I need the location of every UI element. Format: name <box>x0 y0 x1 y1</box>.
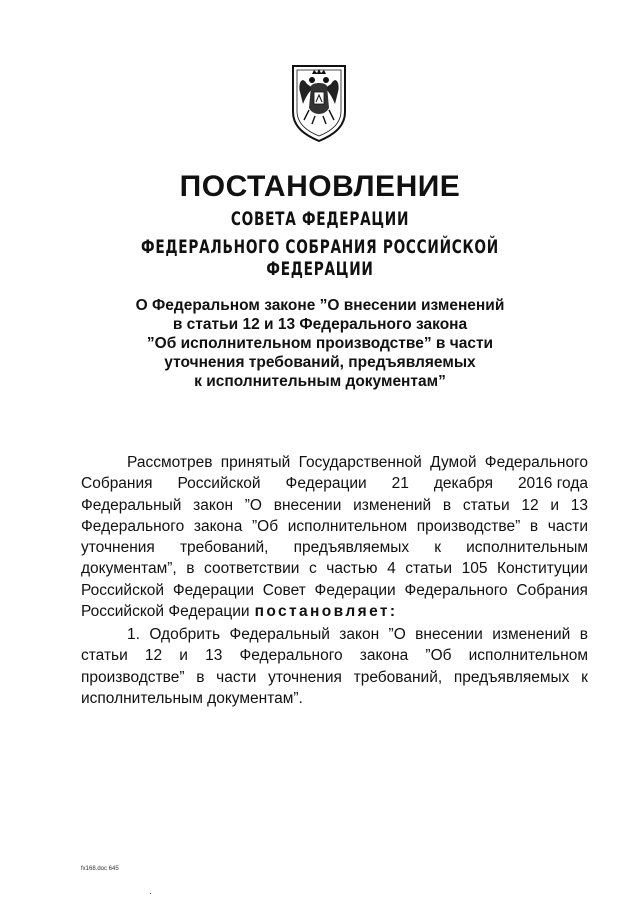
word: 1. <box>127 626 140 643</box>
word: Рассмотрев <box>127 454 213 471</box>
subject-line: уточнения требований, предъявляемых <box>164 354 476 371</box>
word: в <box>579 626 588 643</box>
word: части <box>547 517 588 535</box>
word: закон <box>193 496 234 514</box>
word: части <box>216 668 257 686</box>
word: в <box>196 668 205 686</box>
word: внесении <box>273 496 342 514</box>
word: 13 <box>570 496 588 514</box>
word: к <box>581 668 588 686</box>
item-1-paragraph <box>81 624 588 709</box>
text-fragment: Российской Федерации <box>81 603 250 621</box>
issuing-body-line2: ФЕДЕРАЛЬНОГО СОБРАНИЯ РОССИЙСКОЙ ФЕДЕРАЦИИ <box>141 236 499 280</box>
justified-line <box>81 473 588 494</box>
word: к <box>434 539 442 557</box>
word: закона <box>359 647 409 665</box>
word: 21 <box>391 475 409 493</box>
word: Федерального <box>239 647 343 665</box>
justified-line <box>81 495 588 516</box>
justified-line <box>81 667 588 688</box>
final-line <box>81 688 588 709</box>
word: исполнительным <box>466 539 588 557</box>
subject-line: в статьи 12 и 13 Федерального закона <box>172 316 468 333</box>
word: уточнения <box>81 539 155 557</box>
word: изменений <box>492 626 571 643</box>
word: документам”, <box>81 560 177 578</box>
word: статьи <box>405 560 453 578</box>
word: исполнительном <box>468 647 588 665</box>
word: Конституции <box>497 560 588 578</box>
subject-line: О Федеральном законе ”О внесении изменений <box>135 297 505 314</box>
word: закона <box>193 517 243 535</box>
word: требований, <box>353 668 443 686</box>
word: предъявляемых <box>293 539 410 557</box>
word: 12 <box>521 496 539 514</box>
word: внесении <box>415 626 483 643</box>
word: Федерации <box>314 581 396 599</box>
preamble-paragraph <box>81 452 588 622</box>
word: частью <box>326 560 378 578</box>
word: Федерального <box>404 581 508 599</box>
word: ”Об <box>425 647 452 665</box>
word: Федерального <box>484 454 588 471</box>
word: Федерации <box>172 581 254 599</box>
word: в <box>186 560 195 578</box>
justified-line <box>81 516 588 537</box>
word: с <box>309 560 317 578</box>
word: декабря <box>433 475 493 493</box>
resolves-word: постановляет: <box>254 603 398 621</box>
word: Российской <box>81 581 165 599</box>
justified-line <box>81 452 588 473</box>
word: в <box>442 496 452 514</box>
word: изменений <box>353 496 432 514</box>
word: 12 <box>144 647 163 665</box>
word: ”Об <box>252 517 279 535</box>
word: производстве” <box>416 517 521 535</box>
justified-line <box>81 558 588 579</box>
word: Совет <box>262 581 306 599</box>
scan-speck <box>150 893 151 894</box>
issuing-body-line1: СОВЕТА ФЕДЕРАЦИИ <box>230 208 410 230</box>
russian-coat-of-arms-icon <box>287 60 351 144</box>
word: Собрания <box>81 475 153 493</box>
word: Федерального <box>81 517 185 535</box>
word: 4 <box>387 560 396 578</box>
word: Думой <box>430 454 477 471</box>
word: 2016 года <box>517 475 588 493</box>
word: и <box>550 496 560 514</box>
justified-line <box>81 537 588 558</box>
word: исполнительном <box>287 517 408 535</box>
word: ”О <box>244 496 262 514</box>
word: Федеральный <box>229 626 330 643</box>
word: 105 <box>461 560 488 578</box>
word: ”О <box>388 626 406 643</box>
word: Собрания <box>516 581 588 599</box>
file-code: fx168.doc 645 <box>81 866 119 872</box>
document-subject <box>0 296 640 391</box>
subject-line: к исполнительным документам” <box>194 373 446 390</box>
word: 13 <box>205 647 223 665</box>
word: производстве” <box>81 668 185 686</box>
word: уточнения <box>268 668 342 686</box>
justified-line <box>81 580 588 601</box>
word: статьи <box>462 496 510 514</box>
word: принятый <box>220 454 291 471</box>
word: в <box>529 517 539 535</box>
subject-line: ”Об исполнительном производстве” в части <box>146 335 494 352</box>
word: Российской <box>177 475 261 493</box>
word: Государственной <box>298 454 422 471</box>
justified-line <box>81 645 588 666</box>
final-line <box>81 601 588 622</box>
word: закон <box>339 626 380 643</box>
justified-line <box>81 624 588 645</box>
word: предъявляемых <box>453 668 570 686</box>
word: и <box>179 647 188 665</box>
document-title: ПОСТАНОВЛЕНИЕ <box>179 170 461 203</box>
word: Одобрить <box>149 626 221 643</box>
word: требований, <box>179 539 269 557</box>
word: соответствии <box>204 560 300 578</box>
word: статьи <box>81 647 128 665</box>
text-fragment: исполнительным документам”. <box>81 689 303 707</box>
word: Федерации <box>285 475 367 493</box>
word: Федеральный <box>81 496 182 514</box>
